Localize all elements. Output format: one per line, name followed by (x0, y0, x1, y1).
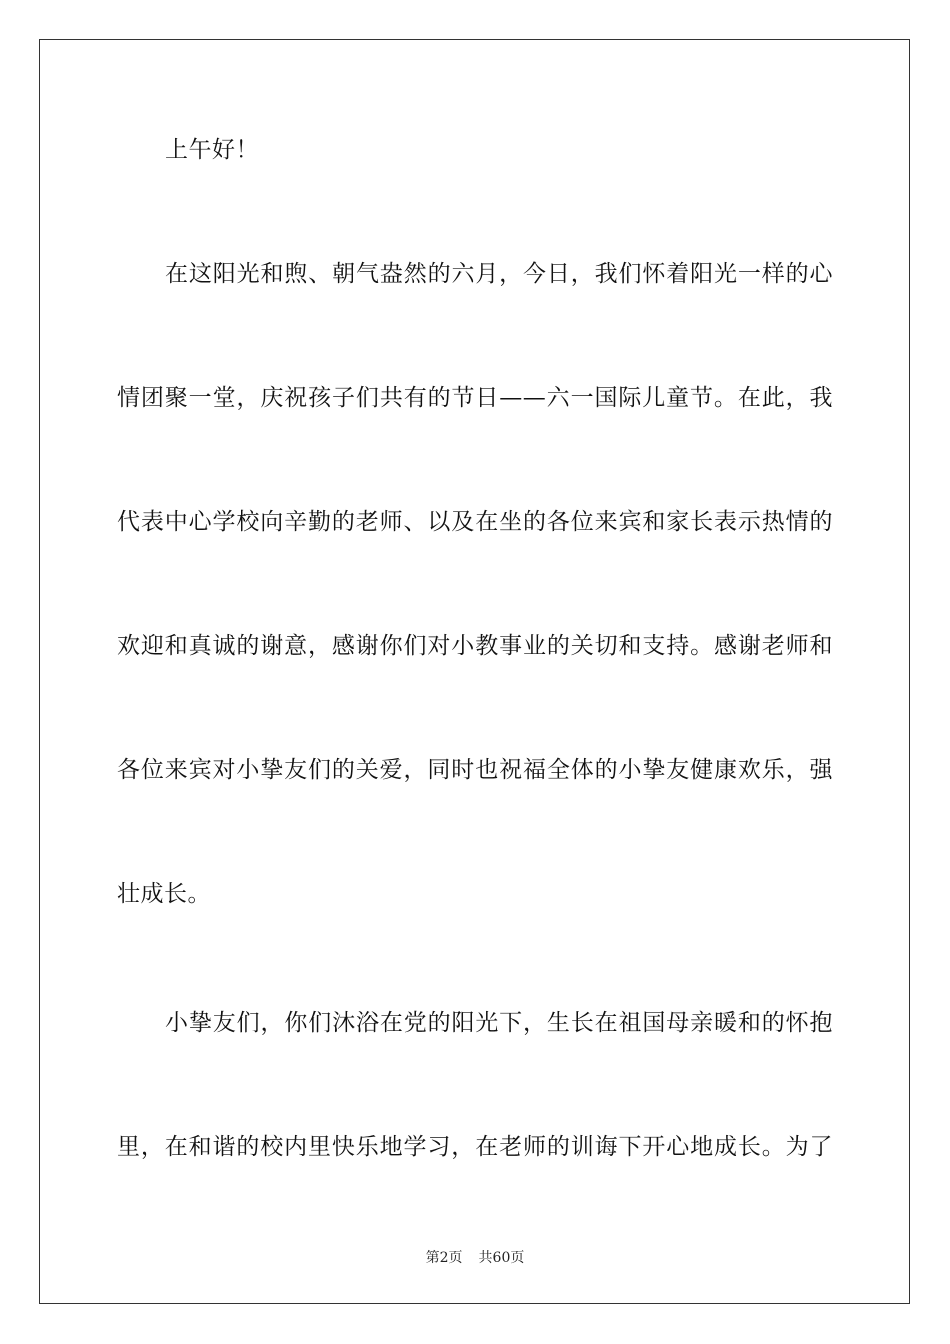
page-number: 第2页 (425, 1250, 463, 1266)
page-border (39, 39, 910, 1304)
paragraph-line: 小挚友们，你们沐浴在党的阳光下，生长在祖国母亲暖和的怀抱 (165, 1010, 833, 1036)
paragraph-line: 各位来宾对小挚友们的关爱，同时也祝福全体的小挚友健康欢乐，强 (117, 757, 833, 783)
paragraph-line: 代表中心学校向辛勤的老师、以及在坐的各位来宾和家长表示热情的 (117, 509, 833, 535)
paragraph-line: 欢迎和真诚的谢意，感谢你们对小教事业的关切和支持。感谢老师和 (117, 633, 833, 659)
paragraph-line: 上午好！ (165, 137, 259, 163)
page-total: 共60页 (478, 1250, 525, 1266)
paragraph-line: 壮成长。 (117, 881, 211, 907)
paragraph-line: 里，在和谐的校内里快乐地学习，在老师的训诲下开心地成长。为了 (117, 1134, 833, 1160)
paragraph-line: 情团聚一堂，庆祝孩子们共有的节日——六一国际儿童节。在此，我 (117, 385, 833, 411)
paragraph-line: 在这阳光和煦、朝气盎然的六月，今日，我们怀着阳光一样的心 (165, 261, 833, 287)
page-footer (0, 1248, 950, 1268)
